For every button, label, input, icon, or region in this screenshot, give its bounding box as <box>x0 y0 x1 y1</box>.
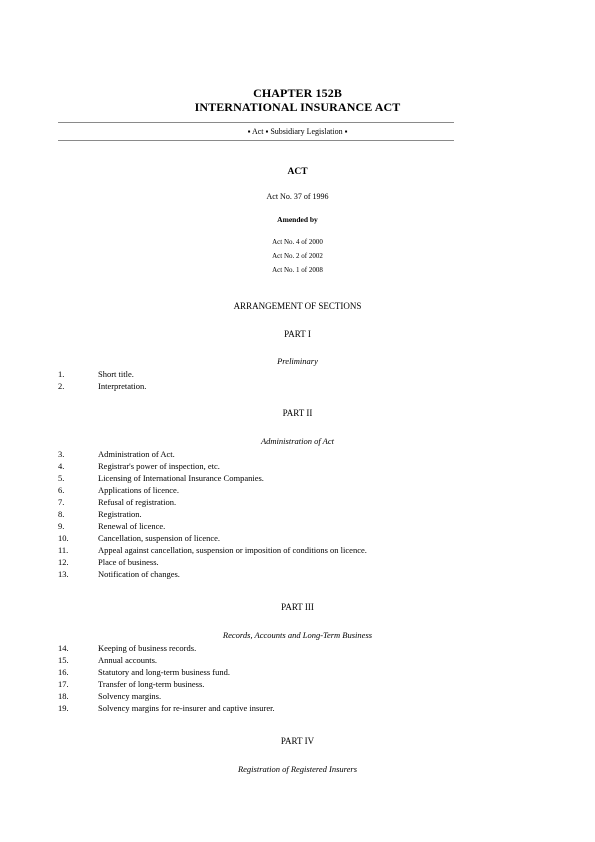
nav-links[interactable]: ▪ Act ▪ Subsidiary Legislation ▪ <box>247 127 348 136</box>
amendment-item: Act No. 1 of 2008 <box>272 266 323 274</box>
top-divider <box>58 122 454 123</box>
section-number: 12. <box>58 557 69 567</box>
act-title: INTERNATIONAL INSURANCE ACT <box>194 100 401 114</box>
section-number: 19. <box>58 703 69 713</box>
section-title: Appeal against cancellation, suspension or imposition of conditions on licence. <box>98 545 367 555</box>
section-title: Licensing of International Insurance Companies. <box>98 473 264 483</box>
section-number: 17. <box>58 679 69 689</box>
section-title: Refusal of registration. <box>98 497 177 507</box>
section-number: 5. <box>58 473 65 483</box>
section-number: 11. <box>58 545 69 555</box>
act-number: Act No. 37 of 1996 <box>266 192 329 201</box>
section-title: Administration of Act. <box>98 449 175 459</box>
amendment-item: Act No. 4 of 2000 <box>272 238 323 246</box>
section-number: 7. <box>58 497 65 507</box>
section-title: Registrar's power of inspection, etc. <box>98 461 220 471</box>
section-number: 9. <box>58 521 65 531</box>
section-title: Transfer of long-term business. <box>98 679 205 689</box>
section-title: Solvency margins. <box>98 691 162 701</box>
section-title: Notification of changes. <box>98 569 180 579</box>
section-title: Solvency margins for re-insurer and captive insurer. <box>98 703 275 713</box>
act-heading: ACT <box>287 167 308 177</box>
part-label: PART III <box>281 602 314 612</box>
part-subtitle: Administration of Act <box>260 436 335 446</box>
section-title: Renewal of licence. <box>98 521 166 531</box>
section-title: Applications of licence. <box>98 485 179 495</box>
part-label: PART IV <box>280 736 315 746</box>
section-number: 16. <box>58 667 69 677</box>
bottom-divider <box>58 140 454 141</box>
section-number: 8. <box>58 509 65 519</box>
section-number: 13. <box>58 569 69 579</box>
section-number: 6. <box>58 485 65 495</box>
chapter-heading: CHAPTER 152B <box>253 86 342 100</box>
section-number: 1. <box>58 369 65 379</box>
section-title: Statutory and long-term business fund. <box>98 667 230 677</box>
section-title: Cancellation, suspension of licence. <box>98 533 221 543</box>
section-number: 10. <box>58 533 69 543</box>
section-number: 4. <box>58 461 65 471</box>
section-title: Place of business. <box>98 557 159 567</box>
section-title: Registration. <box>98 509 142 519</box>
amendment-item: Act No. 2 of 2002 <box>272 252 323 260</box>
part-subtitle: Preliminary <box>277 356 318 366</box>
part-label: PART II <box>282 408 313 418</box>
arrangement-title: ARRANGEMENT OF SECTIONS <box>233 301 362 311</box>
section-title: Annual accounts. <box>98 655 158 665</box>
section-number: 14. <box>58 643 69 653</box>
section-number: 15. <box>58 655 69 665</box>
section-number: 18. <box>58 691 69 701</box>
part-label: PART I <box>284 329 311 339</box>
section-title: Interpretation. <box>98 381 147 391</box>
section-number: 2. <box>58 381 65 391</box>
amended-by-label: Amended by <box>277 215 318 224</box>
part-subtitle: Registration of Registered Insurers <box>237 764 358 774</box>
section-title: Keeping of business records. <box>98 643 197 653</box>
section-title: Short title. <box>98 369 134 379</box>
part-subtitle: Records, Accounts and Long-Term Business <box>222 630 373 640</box>
section-number: 3. <box>58 449 65 459</box>
